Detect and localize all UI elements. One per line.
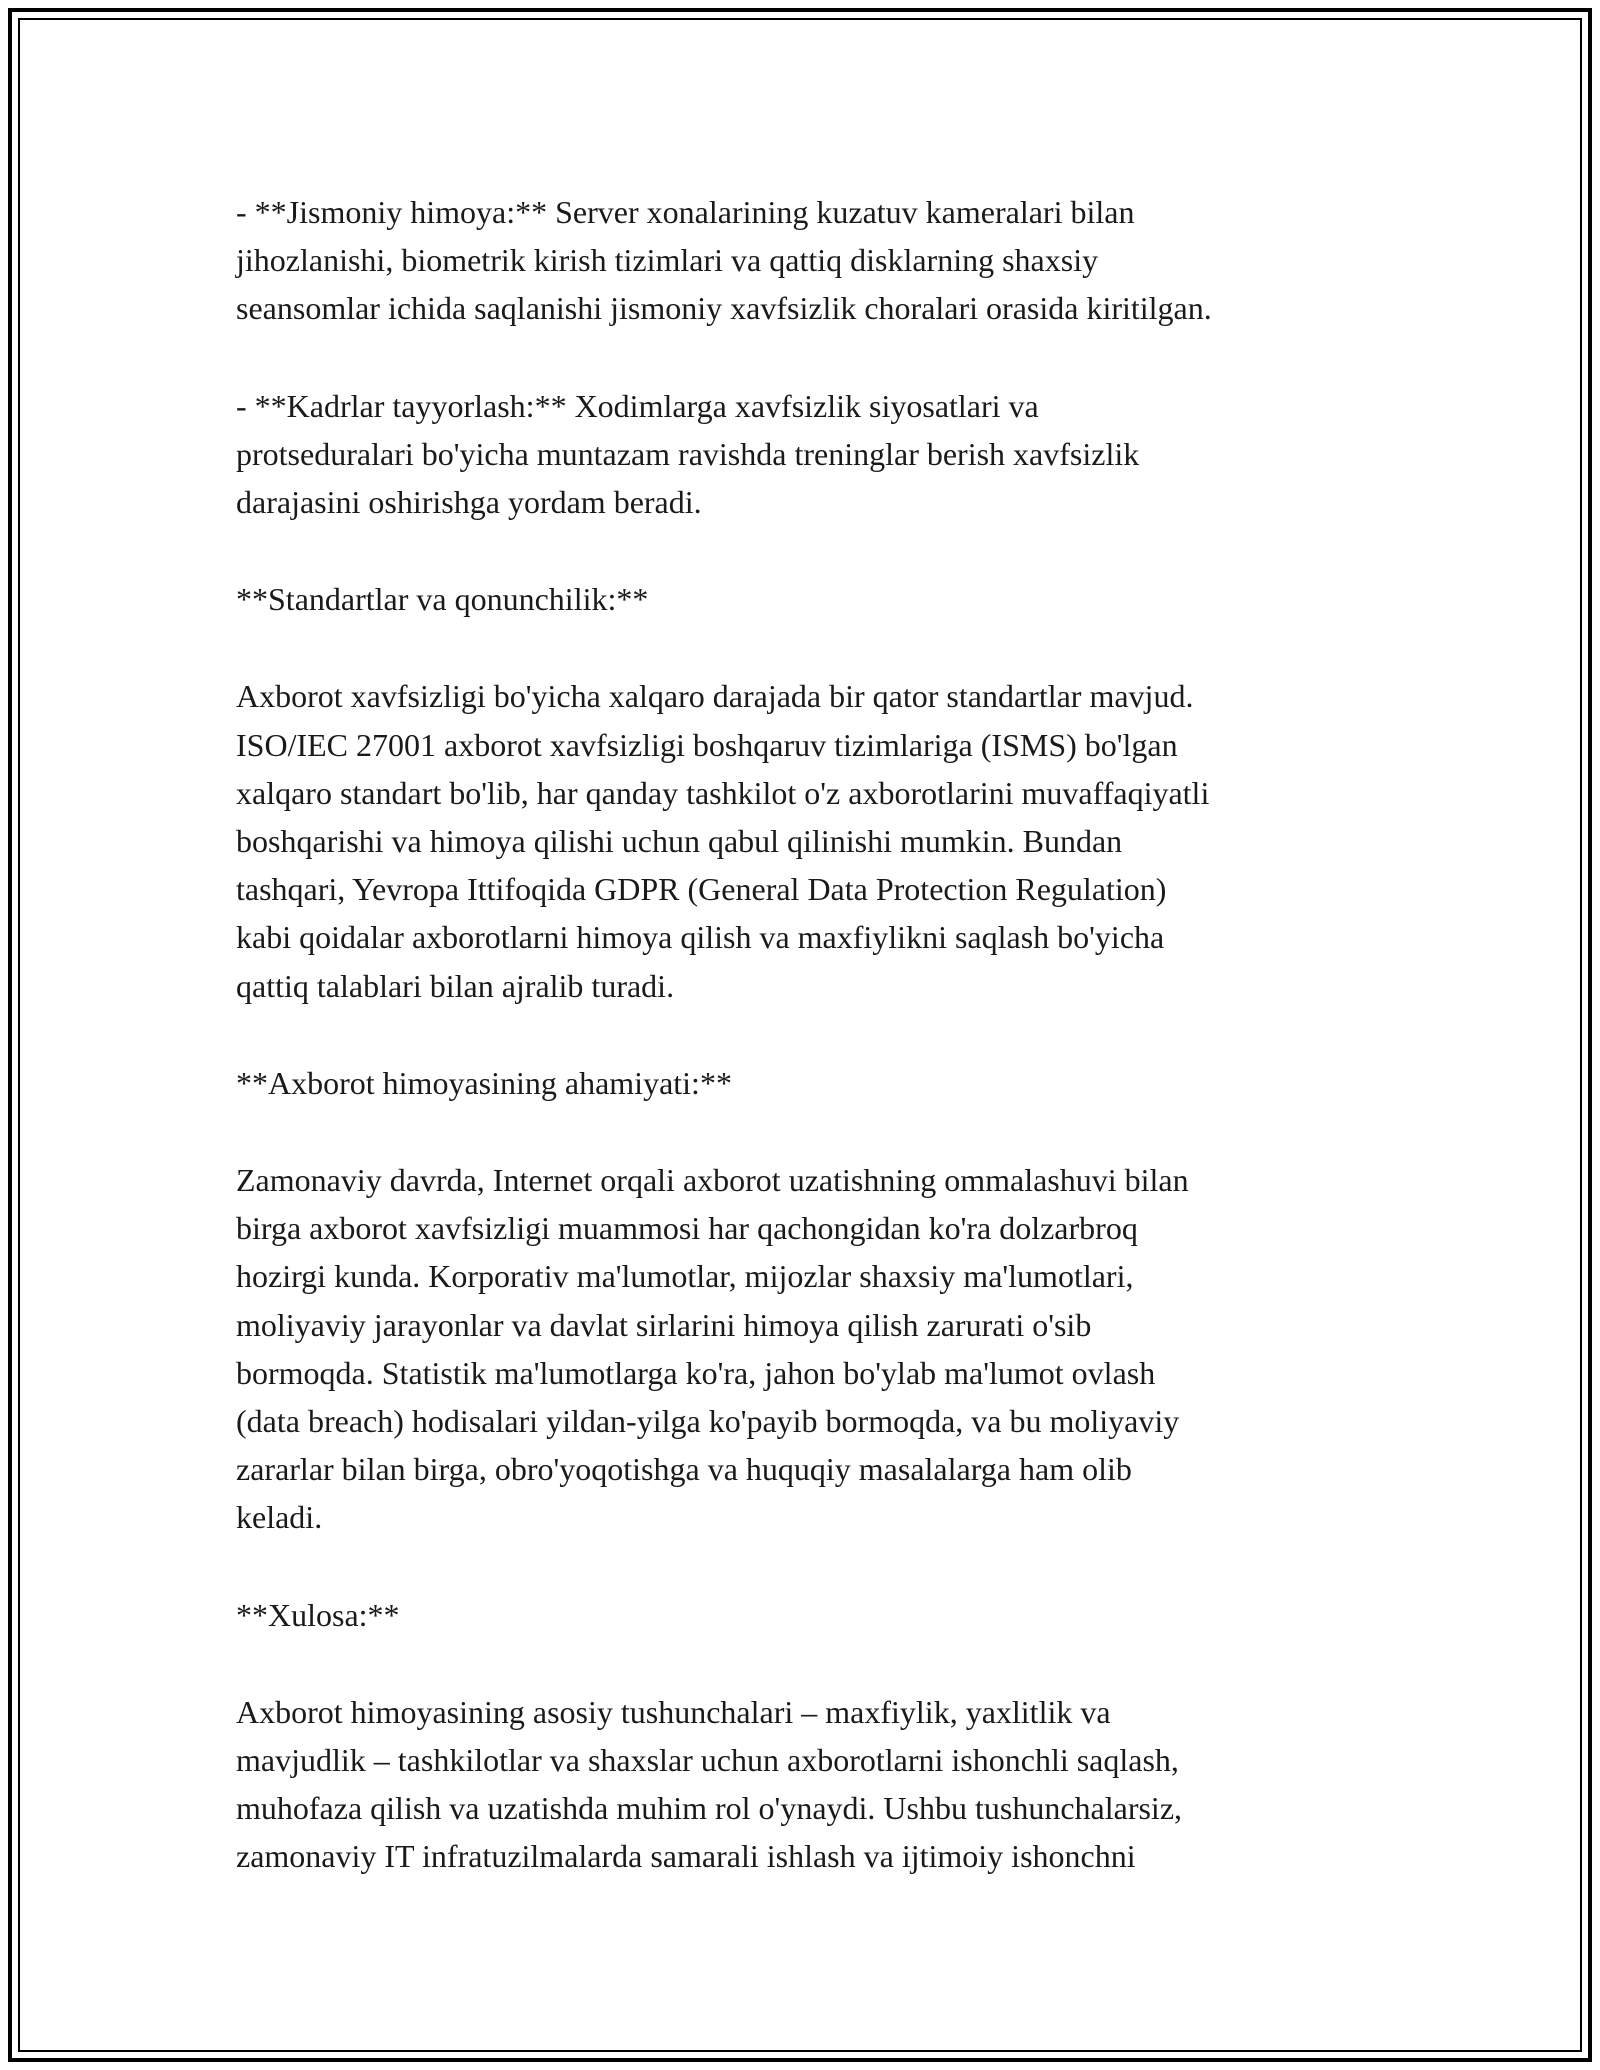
text-line: darajasini oshirishga yordam beradi. [236, 484, 702, 521]
text-line: hozirgi kunda. Korporativ ma'lumotlar, mijozlar shaxsiy ma'lumotlari, [236, 1258, 1134, 1295]
text-line: (data breach) hodisalari yildan-yilga ko'payib bormoqda, va bu moliyaviy [236, 1403, 1180, 1440]
text-line: Axborot xavfsizligi bo'yicha xalqaro darajada bir qator standartlar mavjud. [236, 678, 1194, 715]
paragraph-conclusion [236, 1688, 1406, 1881]
text-line: ISO/IEC 27001 axborot xavfsizligi boshqaruv tizimlariga (ISMS) bo'lgan [236, 726, 1178, 763]
paragraph-standards [236, 672, 1406, 1009]
text-line: mavjudlik – tashkilotlar va shaxslar uchun axborotlarni ishonchli saqlash, [236, 1742, 1179, 1779]
text-line: xalqaro standart bo'lib, har qanday tashkilot o'z axborotlarini muvaffaqiyatli [236, 774, 1210, 811]
text-line: muhofaza qilish va uzatishda muhim rol o'ynaydi. Ushbu tushunchalarsiz, [236, 1790, 1183, 1827]
text-line: - **Jismoniy himoya:** Server xonalarining kuzatuv kameralari bilan [236, 194, 1135, 230]
text-line: boshqarishi va himoya qilishi uchun qabul qilinishi mumkin. Bundan [236, 823, 1123, 860]
heading-conclusion [236, 1591, 1406, 1639]
text-line: zararlar bilan birga, obro'yoqotishga va huquqiy masalalarga ham olib [236, 1451, 1132, 1488]
text-line: qattiq talablari bilan ajralib turadi. [236, 967, 675, 1004]
text-line: seansomlar ichida saqlanishi jismoniy xavfsizlik choralari orasida kiritilgan. [236, 290, 1212, 327]
text-line: **Axborot himoyasining ahamiyati:** [236, 1064, 732, 1101]
text-line: Zamonaviy davrda, Internet orqali axborot uzatishning ommalashuvi bilan [236, 1162, 1189, 1199]
paragraph-staff-training [236, 382, 1406, 527]
heading-standards [236, 575, 1406, 623]
heading-importance [236, 1059, 1406, 1107]
text-line: **Standartlar va qonunchilik:** [236, 581, 649, 618]
text-line: keladi. [236, 1499, 323, 1536]
text-line: moliyaviy jarayonlar va davlat sirlarini himoya qilish zarurati o'sib [236, 1306, 1092, 1343]
text-line: zamonaviy IT infratuzilmalarda samarali ishlash va ijtimoiy ishonchni [236, 1838, 1136, 1875]
paragraph-importance [236, 1156, 1406, 1542]
text-line: birga axborot xavfsizligi muammosi har qachongidan ko'ra dolzarbroq [236, 1210, 1138, 1247]
text-line: jihozlanishi, biometrik kirish tizimlari va qattiq disklarning shaxsiy [236, 242, 1099, 279]
text-line: bormoqda. Statistik ma'lumotlarga ko'ra, jahon bo'ylab ma'lumot ovlash [236, 1354, 1156, 1391]
text-line: kabi qoidalar axborotlarni himoya qilish va maxfiylikni saqlash bo'yicha [236, 919, 1165, 956]
text-line: Axborot himoyasining asosiy tushunchalari – maxfiylik, yaxlitlik va [236, 1693, 1111, 1730]
document-body [236, 188, 1406, 1930]
text-line: - **Kadrlar tayyorlash:** Xodimlarga xavfsizlik siyosatlari va [236, 387, 1039, 424]
text-line: tashqari, Yevropa Ittifoqida GDPR (General Data Protection Regulation) [236, 871, 1167, 908]
paragraph-physical-protection [236, 188, 1406, 333]
text-line: **Xulosa:** [236, 1596, 400, 1633]
text-line: protseduralari bo'yicha muntazam ravishda treninglar berish xavfsizlik [236, 435, 1140, 472]
